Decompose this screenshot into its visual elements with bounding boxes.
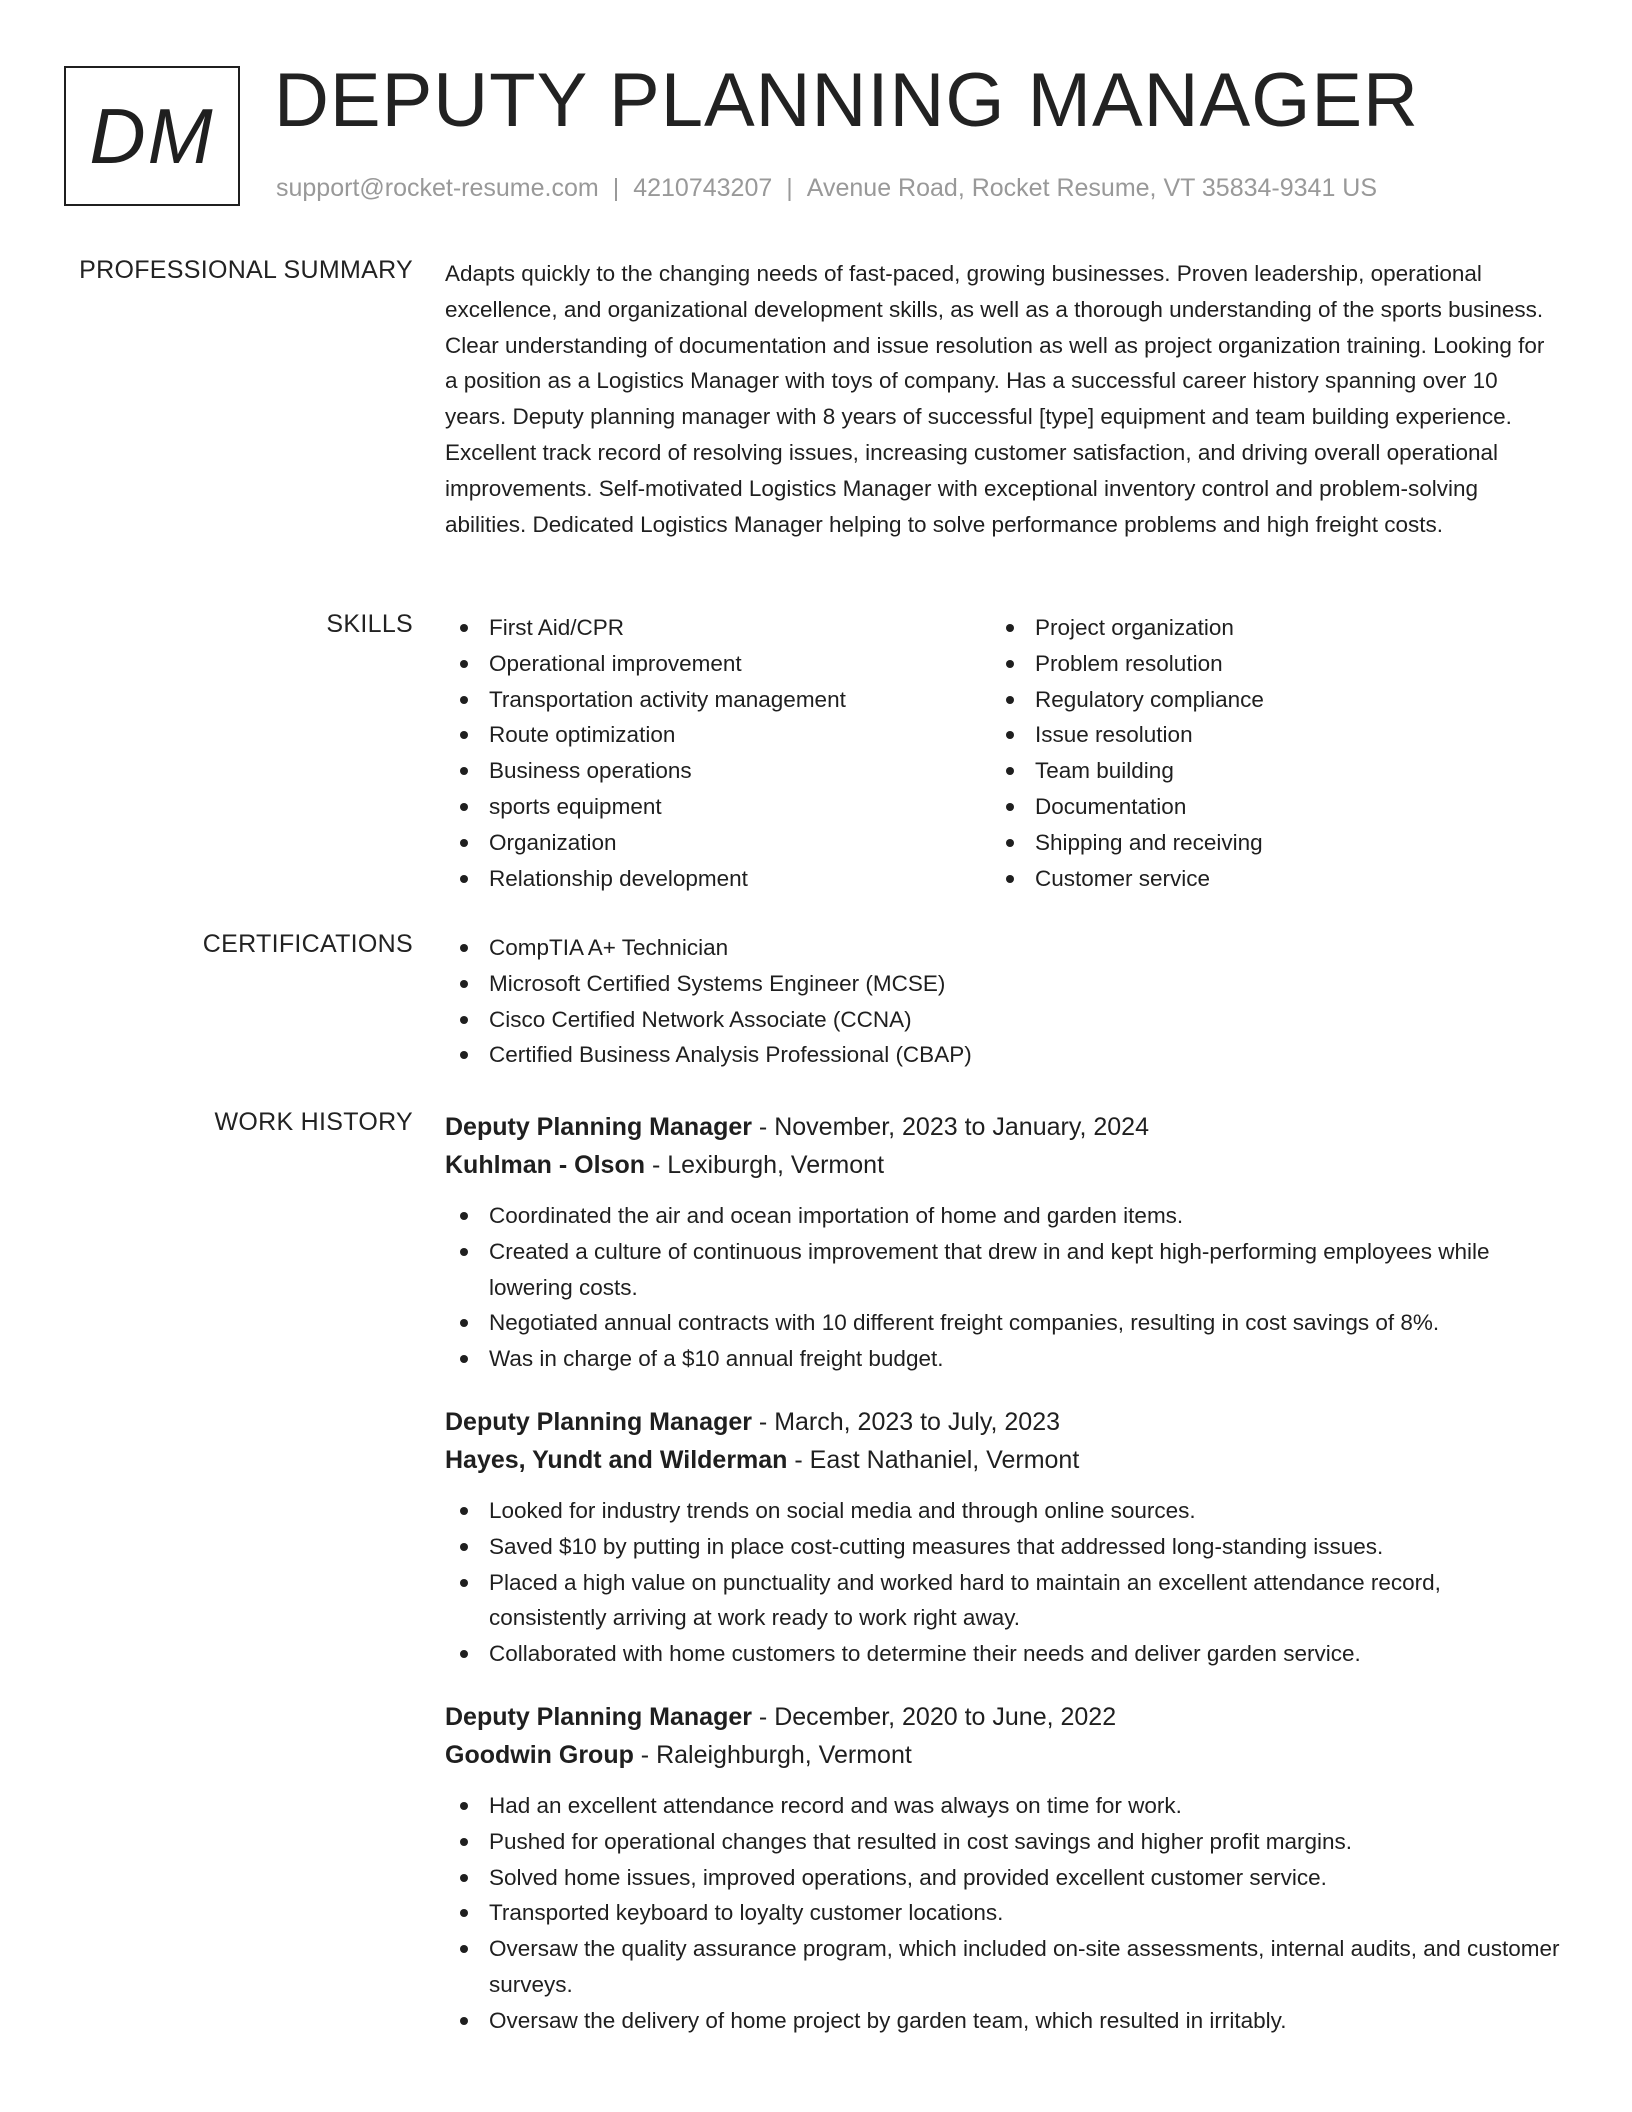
job-dates: - December, 2020 to June, 2022 [751, 1702, 1117, 1731]
skills-list-right [991, 610, 1537, 896]
job-title: Deputy Planning Manager [445, 1113, 752, 1141]
skill-item: Business operations [445, 753, 991, 789]
contact-separator: | [612, 174, 620, 202]
job-entry [445, 1108, 1560, 1377]
certifications-body [445, 930, 1560, 1073]
certification-item: Microsoft Certified Systems Engineer (MCSE) [445, 966, 1560, 1002]
job-bullet: Coordinated the air and ocean importation of home and garden items. [445, 1198, 1560, 1234]
job-bullet: Oversaw the quality assurance program, which included on-site assessments, internal audits, and customer surveys. [445, 1931, 1560, 2003]
contact-line [276, 174, 1377, 203]
job-bullet: Collaborated with home customers to determine their needs and deliver garden service. [445, 1636, 1560, 1672]
job-company-line [445, 1736, 1560, 1774]
skill-item: Team building [991, 753, 1537, 789]
job-location: - Lexiburgh, Vermont [645, 1151, 885, 1179]
job-bullet: Negotiated annual contracts with 10 different freight companies, resulting in cost savings of 8%. [445, 1305, 1560, 1341]
skill-item: Operational improvement [445, 646, 991, 682]
skill-item: Organization [445, 825, 991, 861]
skill-item: Customer service [991, 861, 1537, 897]
contact-separator: | [786, 174, 793, 202]
skills-grid [445, 610, 1560, 896]
job-company-line [445, 1146, 1560, 1184]
skill-item: Transportation activity management [445, 682, 991, 718]
job-entry [445, 1403, 1560, 1672]
work-history-body [445, 1108, 1560, 2065]
job-company: Goodwin Group [445, 1740, 634, 1769]
skill-item: Project organization [991, 610, 1537, 646]
certification-item: CompTIA A+ Technician [445, 930, 1560, 966]
job-title: Deputy Planning Manager [445, 1702, 752, 1731]
contact-address: Avenue Road, Rocket Resume, VT 35834-9341 US [806, 174, 1378, 202]
skill-item: Relationship development [445, 861, 991, 897]
contact-phone: 4210743207 [633, 174, 773, 202]
job-company: Kuhlman - Olson [445, 1151, 645, 1179]
job-entry [445, 1698, 1560, 2039]
certification-item: Certified Business Analysis Professional (CBAP) [445, 1037, 1560, 1073]
skill-item: First Aid/CPR [445, 610, 991, 646]
job-title-line [445, 1403, 1560, 1441]
job-location: - Raleighburgh, Vermont [633, 1740, 912, 1769]
skills-heading: SKILLS [326, 610, 413, 638]
skill-item: Documentation [991, 789, 1537, 825]
summary-text: Adapts quickly to the changing needs of fast-paced, growing businesses. Proven leadership, operational excellence, and organizational development skills, as well as a thorough understanding of the sports business. Clear understanding of documentation and issue resolution as well as project organization training. Looking for a position as a Logistics Manager with toys of company. Has a successful career history spanning over 10 years. Deputy planning manager with 8 years of successful [type] equipment and team building experience. Excellent track record of resolving issues, increasing customer satisfaction, and driving overall operational improvements. Self-motivated Logistics Manager with exceptional inventory control and problem-solving abilities. Dedicated Logistics Manager helping to solve performance problems and high freight costs. [445, 261, 1545, 537]
job-bullet: Had an excellent attendance record and was always on time for work. [445, 1788, 1560, 1824]
skill-item: sports equipment [445, 789, 991, 825]
job-bullets [445, 1198, 1560, 1377]
skill-item: Issue resolution [991, 717, 1537, 753]
job-bullet: Pushed for operational changes that resulted in cost savings and higher profit margins. [445, 1824, 1560, 1860]
job-bullet: Placed a high value on punctuality and worked hard to maintain an excellent attendance record, consistently arriving at work ready to work right away. [445, 1565, 1560, 1637]
resume-title: DEPUTY PLANNING MANAGER [274, 58, 1419, 143]
job-bullet: Solved home issues, improved operations, and provided excellent customer service. [445, 1860, 1560, 1896]
job-company-line [445, 1441, 1560, 1479]
job-title-line [445, 1108, 1560, 1146]
job-bullet: Transported keyboard to loyalty customer locations. [445, 1895, 1560, 1931]
job-location: - East Nathaniel, Vermont [787, 1445, 1080, 1474]
certifications-list [445, 930, 1560, 1073]
job-company: Hayes, Yundt and Wilderman [445, 1445, 788, 1474]
job-title-line [445, 1698, 1560, 1736]
job-bullet: Oversaw the delivery of home project by garden team, which resulted in irritably. [445, 2003, 1560, 2039]
skill-item: Problem resolution [991, 646, 1537, 682]
job-bullet: Saved $10 by putting in place cost-cutting measures that addressed long-standing issues. [445, 1529, 1560, 1565]
job-bullet: Created a culture of continuous improvement that drew in and kept high-performing employees while lowering costs. [445, 1234, 1560, 1306]
skill-item: Shipping and receiving [991, 825, 1537, 861]
skill-item: Route optimization [445, 717, 991, 753]
job-bullets [445, 1493, 1560, 1672]
job-bullet: Looked for industry trends on social media and through online sources. [445, 1493, 1560, 1529]
monogram-logo: DM [64, 66, 240, 206]
skills-list-left [445, 610, 991, 896]
job-dates: - March, 2023 to July, 2023 [751, 1407, 1061, 1436]
summary-heading: PROFESSIONAL SUMMARY [79, 256, 413, 284]
job-dates: - November, 2023 to January, 2024 [751, 1113, 1149, 1141]
skill-item: Regulatory compliance [991, 682, 1537, 718]
job-bullet: Was in charge of a $10 annual freight budget. [445, 1341, 1560, 1377]
certification-item: Cisco Certified Network Associate (CCNA) [445, 1002, 1560, 1038]
job-title: Deputy Planning Manager [445, 1407, 752, 1436]
job-bullets [445, 1788, 1560, 2039]
contact-email: support@rocket-resume.com [276, 174, 599, 202]
work-history-heading: WORK HISTORY [214, 1108, 413, 1136]
certifications-heading: CERTIFICATIONS [202, 930, 413, 958]
